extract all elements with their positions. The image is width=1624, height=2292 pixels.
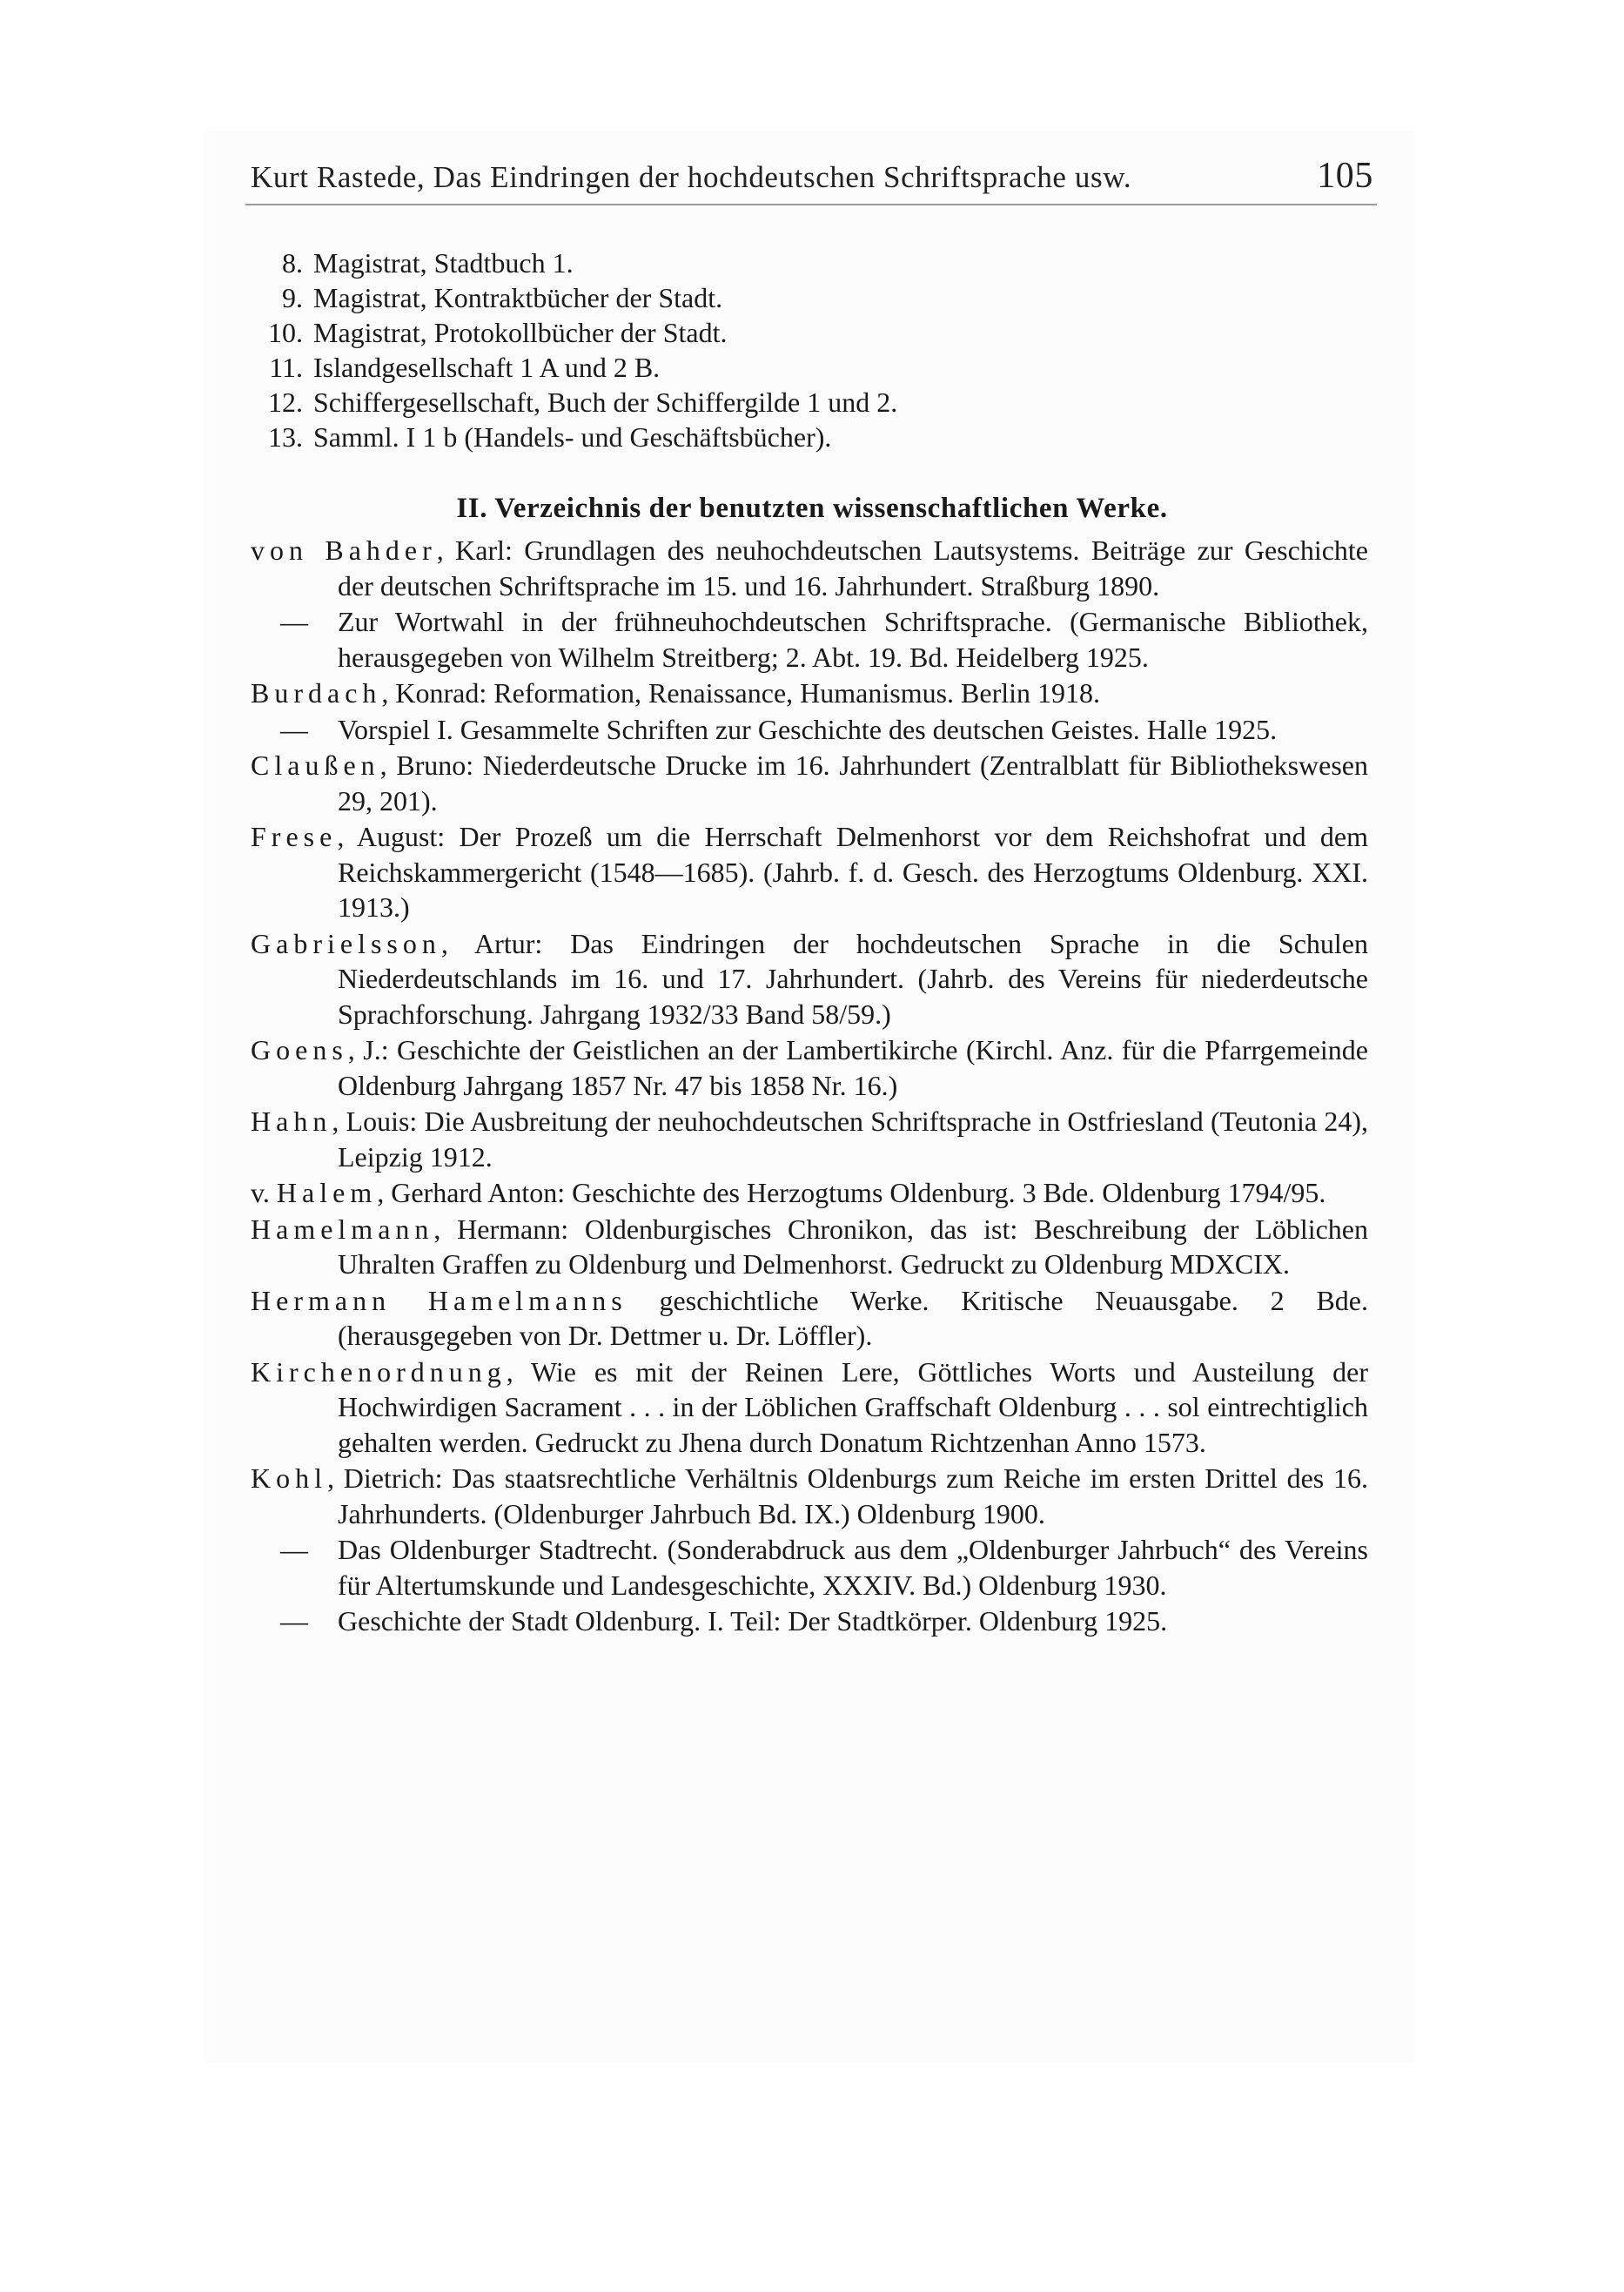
bibliography-entry [251, 1032, 1368, 1103]
bibliography-entry [251, 1175, 1368, 1211]
source-number: 9. [282, 282, 303, 313]
entry-text: , August: Der Prozeß um die Herrschaft Delmenhorst vor dem Reichshofrat und dem Reichskammergericht (1548—1685). (Jahrb. f. d. Gesch. des Herzogtums Oldenburg. XXI. 1913.) [337, 821, 1368, 923]
bibliography-subentry [251, 712, 1368, 748]
author-name: Kohl [251, 1462, 327, 1494]
bibliography [251, 533, 1368, 1640]
source-text: Samml. I 1 b (Handels- und Geschäftsbücher). [313, 421, 832, 453]
ditto-dash: — [280, 1605, 308, 1637]
bibliography-entry [251, 676, 1368, 711]
entry-text: Zur Wortwahl in der frühneuhochdeutschen Schriftsprache. (Germanische Bibliothek, herausgegeben von Wilhelm Streitberg; 2. Abt. 19. Bd. Heidelberg 1925. [338, 606, 1368, 673]
bibliography-entry [251, 748, 1368, 818]
bibliography-entry [251, 1104, 1368, 1174]
entry-text: Das Oldenburger Stadtrecht. (Sonderabdruck aus dem „Oldenburger Jahrbuch“ des Vereins für Altertumskunde und Landesgeschichte, XXXIV. Bd.) Oldenburg 1930. [338, 1534, 1368, 1601]
bibliography-subentry [251, 1532, 1368, 1603]
ditto-dash: — [280, 713, 308, 745]
source-text: Schiffergesellschaft, Buch der Schiffergilde 1 und 2. [313, 386, 898, 418]
source-number: 13. [268, 421, 303, 453]
author-name: Burdach [251, 677, 382, 709]
author-prefix: v. [251, 1177, 277, 1208]
author-name: Hermann Hamelmanns [251, 1284, 627, 1316]
entry-text: , Karl: Grundlagen des neuhochdeutschen Lautsystems. Beiträge zur Geschichte der deutschen Schriftsprache im 15. und 16. Jahrhundert. Straßburg 1890. [338, 534, 1368, 602]
bibliography-entry [251, 1354, 1368, 1461]
author-name: Goens [251, 1034, 348, 1065]
running-header [251, 155, 1373, 197]
entry-text: , Gerhard Anton: Geschichte des Herzogtums Oldenburg. 3 Bde. Oldenburg 1794/95. [377, 1177, 1326, 1208]
bibliography-entry [251, 926, 1368, 1032]
page-number: 105 [1317, 156, 1373, 196]
source-text: Magistrat, Protokollbücher der Stadt. [313, 317, 728, 348]
entry-text: geschichtliche Werke. Kritische Neuausgabe. 2 Bde. (herausgegeben von Dr. Dettmer u. Dr. Löffler). [338, 1284, 1369, 1351]
source-item [251, 385, 1382, 420]
running-title: Kurt Rastede, Das Eindringen der hochdeutschen Schriftsprache usw. [251, 160, 1132, 194]
source-text: Magistrat, Kontraktbücher der Stadt. [313, 282, 723, 313]
entry-text: , Bruno: Niederdeutsche Drucke im 16. Jahrhundert (Zentralblatt für Bibliothekswesen 29, 201). [338, 749, 1368, 817]
source-number: 10. [268, 317, 303, 348]
source-item [251, 315, 1382, 350]
header-rule [245, 204, 1377, 205]
source-list [251, 245, 1382, 454]
author-name: Hahn [251, 1106, 332, 1137]
author-name: Kirchenordnung [251, 1355, 507, 1388]
ditto-dash: — [280, 606, 308, 637]
bibliography-entry [251, 819, 1368, 925]
entry-text: , J.: Geschichte der Geistlichen an der Lambertikirche (Kirchl. Anz. für die Pfarrgemeinde Oldenburg Jahrgang 1857 Nr. 47 bis 1858 Nr. 16.) [338, 1034, 1368, 1101]
bibliography-subentry [251, 1603, 1368, 1639]
bibliography-subentry [251, 604, 1368, 675]
entry-text: , Wie es mit der Reinen Lere, Göttliches Worts und Austeilung der Hochwirdigen Sacrament . . . in der Löblichen Graffschaft Oldenburg . . . sol eintrechtiglich gehalten werden. Gedruckt zu Jhena durch Donatum Richtzenhan Anno 1573. [338, 1355, 1368, 1458]
source-text: Islandgesellschaft 1 A und 2 B. [313, 352, 661, 383]
source-number: 11. [269, 352, 303, 383]
source-item [251, 420, 1382, 454]
entry-text: , Konrad: Reformation, Renaissance, Humanismus. Berlin 1918. [381, 677, 1101, 709]
author-name: Hamelmann [251, 1213, 434, 1245]
source-item [251, 245, 1382, 280]
entry-text: Geschichte der Stadt Oldenburg. I. Teil: Der Stadtkörper. Oldenburg 1925. [338, 1605, 1168, 1637]
author-name: von Bahder [251, 534, 437, 566]
source-number: 12. [268, 386, 303, 418]
section-title: II. Verzeichnis der benutzten wissenschaftlichen Werke. [456, 493, 1168, 524]
source-number: 8. [282, 247, 303, 279]
bibliography-entry [251, 1212, 1368, 1282]
entry-text: , Louis: Die Ausbreitung der neuhochdeutschen Schriftsprache in Ostfriesland (Teutonia 24), Leipzig 1912. [332, 1106, 1368, 1173]
author-name: Claußen [251, 749, 380, 781]
entry-text: , Dietrich: Das staatsrechtliche Verhältnis Oldenburgs zum Reiche im ersten Drittel des 16. Jahrhunderts. (Oldenburger Jahrbuch Bd. IX.) Oldenburg 1900. [327, 1462, 1368, 1529]
author-name: Halem [276, 1177, 378, 1208]
entry-text: Vorspiel I. Gesammelte Schriften zur Geschichte des deutschen Geistes. Halle 1925. [338, 713, 1278, 745]
bibliography-entry [251, 533, 1368, 603]
author-name: Frese [251, 821, 338, 852]
ditto-dash: — [280, 1534, 308, 1565]
author-name: Gabrielsson [251, 927, 441, 959]
source-text: Magistrat, Stadtbuch 1. [313, 247, 574, 279]
bibliography-entry [251, 1283, 1368, 1354]
source-item [251, 280, 1382, 315]
entry-text: , Hermann: Oldenburgisches Chronikon, das ist: Beschreibung der Löblichen Uhralten Graffen zu Oldenburg und Delmenhorst. Gedruckt zu Oldenburg MDXCIX. [338, 1213, 1368, 1280]
bibliography-entry [251, 1461, 1368, 1531]
source-item [251, 350, 1382, 385]
entry-text: , Artur: Das Eindringen der hochdeutschen Sprache in die Schulen Niederdeutschlands im 16. und 17. Jahrhundert. (Jahrb. des Vereins für niederdeutsche Sprachforschung. Jahrgang 1932/33 Band 58/59.) [338, 927, 1368, 1030]
